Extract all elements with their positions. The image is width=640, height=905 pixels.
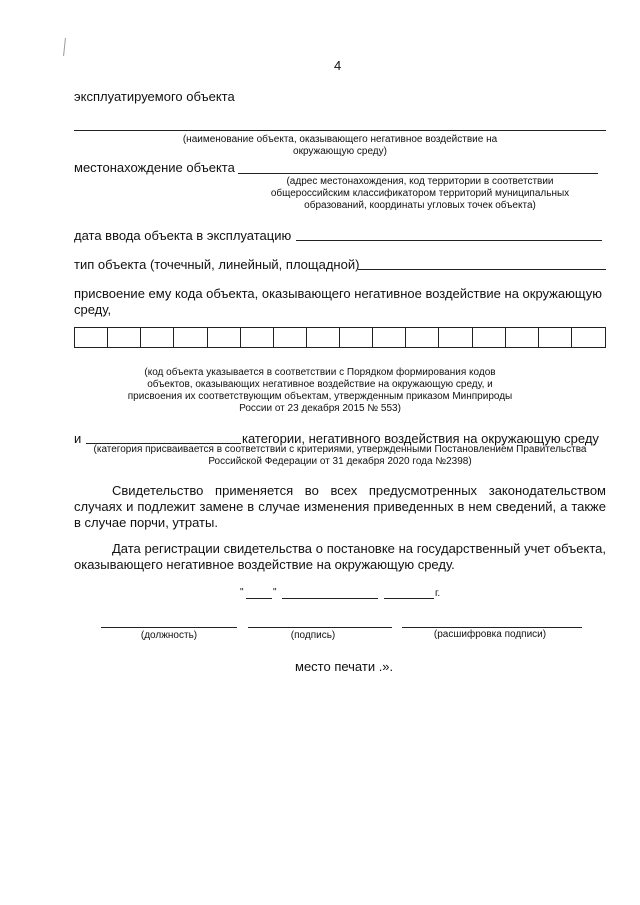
page-number: 4 bbox=[334, 58, 342, 73]
stamp-place-label: место печати .». bbox=[295, 659, 394, 674]
code-cell bbox=[473, 328, 506, 347]
signature-line bbox=[248, 627, 392, 628]
position-line bbox=[101, 627, 237, 628]
object-name-line bbox=[74, 130, 606, 131]
code-cell bbox=[307, 328, 340, 347]
code-hint-4: России от 23 декабря 2015 № 553) bbox=[239, 403, 401, 414]
code-cell bbox=[174, 328, 207, 347]
code-cell bbox=[108, 328, 141, 347]
code-assignment-line-1: присвоение ему кода объекта, оказывающего негативное воздействие на окружающую bbox=[74, 286, 602, 301]
date-year-line bbox=[384, 598, 434, 599]
commission-date-label: дата ввода объекта в эксплуатацию bbox=[74, 228, 292, 243]
decoding-line bbox=[402, 627, 582, 628]
position-caption: (должность) bbox=[140, 630, 198, 641]
location-hint-1: (адрес местонахождения, код территории в соответствии bbox=[286, 176, 554, 187]
object-type-label: тип объекта (точечный, линейный, площадной) bbox=[74, 257, 360, 272]
location-hint-2: общероссийским классификатором территорий муниципальных bbox=[270, 188, 570, 199]
decoding-caption: (расшифровка подписи) bbox=[433, 629, 547, 640]
code-assignment-line-2: среду, bbox=[74, 302, 112, 317]
category-hint-2: Российской Федерации от 31 декабря 2020 года №2398) bbox=[208, 456, 472, 467]
location-label: местонахождение объекта bbox=[74, 160, 235, 175]
object-operated-label: эксплуатируемого объекта bbox=[74, 89, 235, 104]
registration-paragraph: Дата регистрации свидетельства о постановке на государственный учет объекта, оказывающего негативное воздействие на окружающую среду. bbox=[74, 541, 606, 572]
code-hint-1: (код объекта указывается в соответствии с Порядком формирования кодов bbox=[144, 367, 496, 378]
code-cell bbox=[75, 328, 108, 347]
code-hint-3: присвоения их соответствующим объектам, утвержденным приказом Минприроды bbox=[127, 391, 513, 402]
code-hint-2: объектов, оказывающих негативное воздействие на окружающую среду, и bbox=[147, 379, 493, 390]
commission-date-line bbox=[296, 240, 602, 241]
code-cell bbox=[274, 328, 307, 347]
code-cell bbox=[241, 328, 274, 347]
scan-mark bbox=[63, 38, 66, 56]
date-day-line bbox=[246, 598, 272, 599]
code-cell bbox=[208, 328, 241, 347]
date-close-quote: " bbox=[273, 587, 277, 598]
code-cell bbox=[539, 328, 572, 347]
category-hint-1: (категория присваивается в соответствии с критериями, утвержденными Постановлением Правительства bbox=[93, 444, 587, 455]
object-type-line bbox=[358, 269, 606, 270]
location-hint-3: образований, координаты угловых точек объекта) bbox=[304, 200, 536, 211]
date-month-line bbox=[282, 598, 378, 599]
object-name-hint-2: окружающую среду) bbox=[293, 146, 387, 157]
object-code-grid bbox=[74, 327, 606, 348]
certificate-paragraph: Свидетельство применяется во всех предусмотренных законодательством случаях и подлежит замене в случае изменения приведенных в нем сведений, а также в случае порчи, утраты. bbox=[74, 483, 606, 530]
code-cell bbox=[439, 328, 472, 347]
code-cell bbox=[506, 328, 539, 347]
location-line bbox=[238, 173, 598, 174]
object-name-hint-1: (наименование объекта, оказывающего негативное воздействие на bbox=[182, 134, 498, 145]
code-cell bbox=[340, 328, 373, 347]
code-cell bbox=[406, 328, 439, 347]
category-suffix: категории, негативного воздействия на окружающую среду bbox=[242, 431, 599, 446]
code-cell bbox=[373, 328, 406, 347]
date-open-quote: " bbox=[240, 587, 244, 598]
code-cell bbox=[572, 328, 605, 347]
date-year-suffix: г. bbox=[435, 588, 441, 599]
category-prefix: и bbox=[74, 431, 82, 446]
signature-caption: (подпись) bbox=[290, 630, 336, 641]
code-cell bbox=[141, 328, 174, 347]
